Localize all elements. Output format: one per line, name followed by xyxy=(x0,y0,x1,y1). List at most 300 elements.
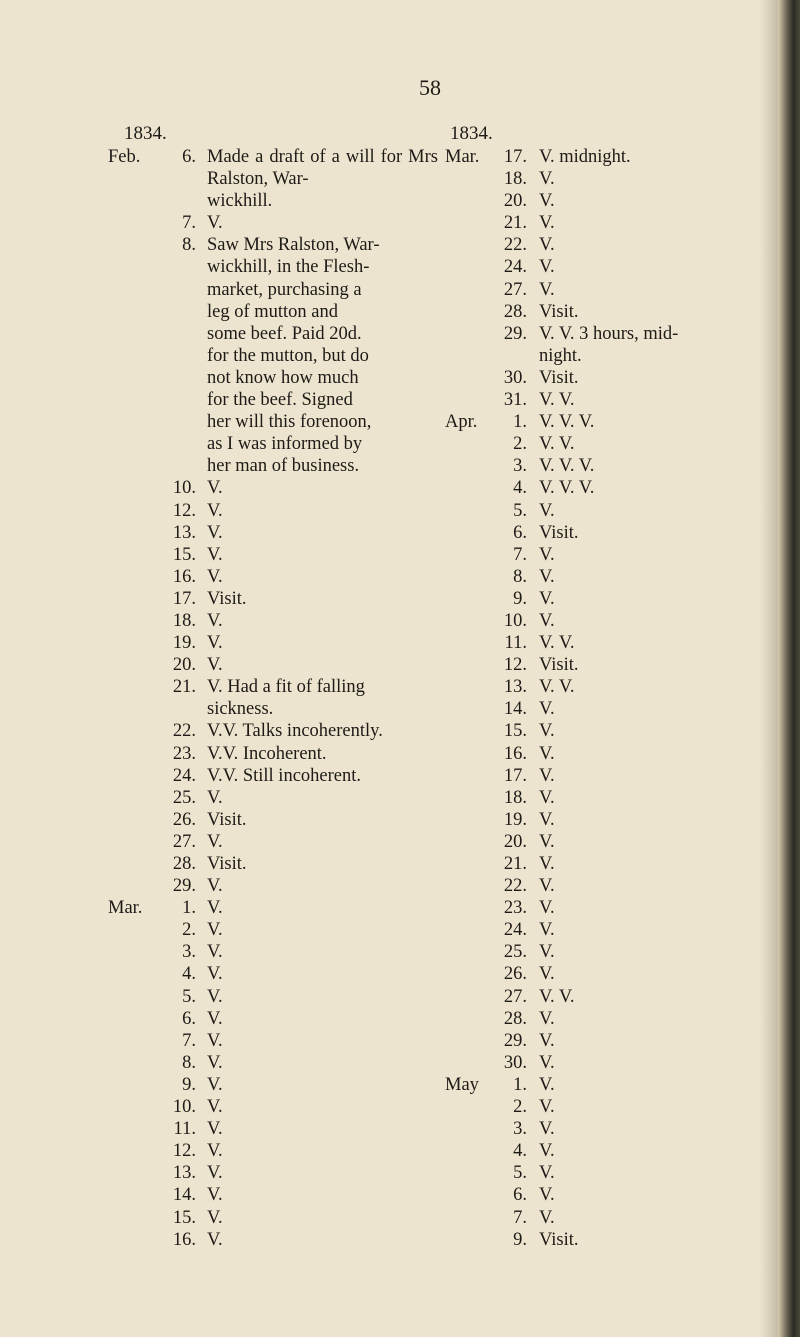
entry-month xyxy=(445,765,489,787)
entry-day: 29. xyxy=(503,1030,527,1051)
entry-month xyxy=(108,588,156,610)
diary-entry xyxy=(445,500,745,522)
diary-entry xyxy=(108,765,438,787)
entry-text: V. V. xyxy=(539,434,575,455)
entry-month xyxy=(108,1030,156,1052)
entry-day: 13. xyxy=(172,522,196,543)
entry-day: 24. xyxy=(172,765,196,786)
entry-text: V. V. V. xyxy=(539,456,595,477)
entry-text: V. xyxy=(539,898,555,919)
entry-month xyxy=(445,986,489,1008)
entry-text: V. xyxy=(539,566,555,587)
entry-text: V. midnight. xyxy=(539,147,631,167)
entry-text: V. xyxy=(207,500,223,521)
entry-day: 8. xyxy=(182,235,196,256)
entry-text: V. xyxy=(207,610,223,631)
entry-text: V.V. Incoherent. xyxy=(207,743,327,764)
entry-month xyxy=(445,919,489,941)
entry-text: V. xyxy=(539,1097,555,1118)
entry-day: 3. xyxy=(513,456,527,477)
diary-entry xyxy=(445,1096,745,1118)
entry-day: 18. xyxy=(172,610,196,631)
entry-text: V. xyxy=(539,588,555,609)
binding-shadow xyxy=(760,0,778,1337)
entry-day: 4. xyxy=(513,1141,527,1162)
entry-month xyxy=(108,1052,156,1074)
diary-entry xyxy=(108,522,438,544)
entry-month xyxy=(445,1096,489,1118)
diary-entry xyxy=(445,1030,745,1052)
entry-day: 8. xyxy=(182,1052,196,1073)
entry-month xyxy=(445,1030,489,1052)
entry-day: 22. xyxy=(503,235,527,256)
entry-day: 28. xyxy=(503,301,527,322)
entry-day: 17. xyxy=(172,588,196,609)
entry-text: V. xyxy=(539,500,555,521)
entry-text: V. xyxy=(207,1141,223,1162)
diary-entry xyxy=(108,720,438,742)
diary-entry xyxy=(445,411,745,433)
entry-text: V. xyxy=(539,1074,555,1095)
entry-text: V. xyxy=(207,655,223,676)
entry-text: V. xyxy=(539,699,555,720)
entry-day: 5. xyxy=(513,1163,527,1184)
entry-text: V. xyxy=(207,986,223,1007)
entry-text: V. xyxy=(207,1207,223,1228)
entry-month xyxy=(445,522,489,544)
entry-month xyxy=(445,698,489,720)
entry-text: Visit. xyxy=(207,854,247,874)
entry-month xyxy=(445,1008,489,1030)
entry-month xyxy=(445,323,489,367)
entry-text: V. V. xyxy=(539,986,575,1007)
entry-text: V. xyxy=(539,1207,555,1228)
entry-month xyxy=(445,1207,489,1229)
right-diary-column xyxy=(445,123,745,1251)
entry-day: 7. xyxy=(182,1030,196,1051)
entry-month xyxy=(108,1008,156,1030)
entry-text: V. xyxy=(207,1052,223,1073)
entry-day: 18. xyxy=(503,787,527,808)
entry-text: V. xyxy=(207,942,223,963)
entry-day: 10. xyxy=(172,478,196,499)
entry-day: 1. xyxy=(513,1074,527,1095)
entry-text: V. V. xyxy=(539,677,575,698)
entry-text: V. xyxy=(207,1229,223,1250)
entry-text: V. xyxy=(207,213,223,234)
diary-entry xyxy=(108,853,438,875)
entry-day: 30. xyxy=(503,1052,527,1073)
diary-entry xyxy=(445,544,745,566)
diary-entry xyxy=(108,566,438,588)
entry-month xyxy=(445,566,489,588)
left-entry-list xyxy=(108,146,438,1251)
entry-day: 28. xyxy=(503,1008,527,1029)
diary-entry xyxy=(445,941,745,963)
entry-text: V. xyxy=(539,1008,555,1029)
entry-month xyxy=(108,941,156,963)
diary-entry xyxy=(445,1229,745,1251)
entry-day: 8. xyxy=(513,566,527,587)
page-number: 58 xyxy=(419,75,441,100)
diary-entry xyxy=(445,809,745,831)
entry-text: V. xyxy=(207,898,223,919)
entry-day: 29. xyxy=(503,323,527,344)
diary-entry xyxy=(445,765,745,787)
diary-entry xyxy=(445,455,745,477)
entry-day: 23. xyxy=(172,743,196,764)
entry-month xyxy=(445,676,489,698)
diary-entry xyxy=(108,1140,438,1162)
diary-entry xyxy=(108,654,438,676)
entry-text: V. xyxy=(207,566,223,587)
entry-day: 13. xyxy=(503,677,527,698)
entry-day: 9. xyxy=(513,1229,527,1250)
entry-month xyxy=(445,1140,489,1162)
entry-text: V. xyxy=(539,721,555,742)
entry-text: V. xyxy=(207,876,223,897)
entry-text: V. xyxy=(539,610,555,631)
entry-day: 9. xyxy=(182,1074,196,1095)
entry-text: V. xyxy=(539,964,555,985)
entry-month xyxy=(108,212,156,234)
entry-text: V. xyxy=(539,213,555,234)
entry-month: Mar. xyxy=(108,898,143,919)
diary-entry xyxy=(108,1030,438,1052)
entry-month xyxy=(108,544,156,566)
entry-day: 3. xyxy=(182,942,196,963)
entry-month xyxy=(445,279,489,301)
diary-entry xyxy=(445,853,745,875)
diary-entry xyxy=(445,698,745,720)
entry-text: V. xyxy=(539,1119,555,1140)
entry-text: V. xyxy=(539,1030,555,1051)
entry-day: 6. xyxy=(182,147,196,167)
entry-month xyxy=(108,919,156,941)
entry-month xyxy=(108,566,156,588)
diary-entry xyxy=(445,897,745,919)
entry-text: Visit. xyxy=(539,367,579,388)
entry-day: 19. xyxy=(172,633,196,654)
entry-text: V. xyxy=(207,1030,223,1051)
entry-month xyxy=(108,1229,156,1251)
entry-text: V. xyxy=(539,1185,555,1206)
diary-entry xyxy=(108,588,438,610)
diary-entry xyxy=(108,1162,438,1184)
diary-entry xyxy=(445,610,745,632)
entry-day: 24. xyxy=(503,257,527,278)
entry-month xyxy=(445,1229,489,1251)
entry-text: Visit. xyxy=(539,1229,579,1250)
entry-day: 22. xyxy=(503,876,527,897)
entry-text: V. V. V. xyxy=(539,412,595,433)
diary-entry xyxy=(108,1184,438,1206)
entry-day: 17. xyxy=(503,147,527,167)
diary-entry xyxy=(445,256,745,278)
entry-month xyxy=(108,743,156,765)
entry-day: 6. xyxy=(513,522,527,543)
entry-month: Apr. xyxy=(445,412,478,433)
diary-entry xyxy=(108,632,438,654)
entry-day: 27. xyxy=(172,831,196,852)
entry-month xyxy=(108,1207,156,1229)
entry-month xyxy=(108,610,156,632)
entry-day: 16. xyxy=(172,566,196,587)
diary-entry xyxy=(108,809,438,831)
diary-entry xyxy=(108,234,438,477)
entry-text: V. xyxy=(207,478,223,499)
diary-entry xyxy=(445,522,745,544)
entry-day: 9. xyxy=(513,588,527,609)
entry-day: 10. xyxy=(503,610,527,631)
entry-text: V. V. xyxy=(539,390,575,411)
entry-text: V. V. xyxy=(539,633,575,654)
entry-text: V. xyxy=(539,876,555,897)
entry-month xyxy=(108,809,156,831)
entry-text: V. xyxy=(207,1185,223,1206)
entry-month xyxy=(445,455,489,477)
entry-day: 25. xyxy=(172,787,196,808)
entry-day: 10. xyxy=(172,1097,196,1118)
entry-day: 5. xyxy=(513,500,527,521)
entry-text: V. V. V. xyxy=(539,478,595,499)
diary-entry xyxy=(108,146,438,212)
entry-day: 15. xyxy=(503,721,527,742)
diary-entry xyxy=(445,1140,745,1162)
entry-text: Saw Mrs Ralston, War- wickhill, in the Flesh- market, purchasing a leg of mutton and some beef. Paid 20d. for the mutton, but do not know how much for the beef. Signed her will this forenoon, as I was informed by her man of business. xyxy=(207,235,380,477)
entry-day: 21. xyxy=(503,854,527,874)
diary-entry xyxy=(445,367,745,389)
entry-text: V. xyxy=(539,191,555,212)
diary-entry xyxy=(445,654,745,676)
entry-month xyxy=(445,941,489,963)
right-entry-list xyxy=(445,146,745,1251)
entry-month xyxy=(445,654,489,676)
diary-entry xyxy=(108,963,438,985)
diary-entry xyxy=(108,1207,438,1229)
diary-entry xyxy=(445,1207,745,1229)
entry-month xyxy=(445,1118,489,1140)
diary-entry xyxy=(445,566,745,588)
diary-entry xyxy=(445,1162,745,1184)
entry-month xyxy=(108,853,156,875)
entry-day: 21. xyxy=(503,213,527,234)
year-heading-left: 1834. xyxy=(124,123,167,144)
entry-month xyxy=(445,477,489,499)
entry-month xyxy=(445,632,489,654)
entry-text: V. xyxy=(539,257,555,278)
diary-entry xyxy=(108,212,438,234)
diary-entry xyxy=(445,986,745,1008)
entry-month xyxy=(108,1184,156,1206)
entry-text: V. xyxy=(539,920,555,941)
diary-entry xyxy=(445,1074,745,1096)
entry-day: 12. xyxy=(172,500,196,521)
entry-day: 12. xyxy=(172,1141,196,1162)
entry-day: 7. xyxy=(513,544,527,565)
entry-day: 5. xyxy=(182,986,196,1007)
entry-day: 13. xyxy=(172,1163,196,1184)
diary-entry xyxy=(108,919,438,941)
entry-day: 18. xyxy=(503,169,527,190)
diary-entry xyxy=(445,212,745,234)
entry-month xyxy=(445,1184,489,1206)
entry-text: V. xyxy=(207,522,223,543)
entry-text: V. xyxy=(539,1141,555,1162)
entry-day: 26. xyxy=(172,809,196,830)
entry-text: V. xyxy=(539,787,555,808)
entry-month xyxy=(445,212,489,234)
entry-text: V. xyxy=(207,1097,223,1118)
entry-month xyxy=(108,1140,156,1162)
entry-text: V. xyxy=(207,964,223,985)
entry-month xyxy=(108,1074,156,1096)
entry-day: 11. xyxy=(173,1119,196,1140)
entry-month xyxy=(445,1052,489,1074)
entry-text: V. xyxy=(207,1119,223,1140)
entry-text: Visit. xyxy=(539,301,579,322)
year-heading-right: 1834. xyxy=(450,123,493,144)
entry-day: 21. xyxy=(172,677,196,698)
entry-day: 2. xyxy=(182,920,196,941)
diary-entry xyxy=(445,787,745,809)
entry-day: 20. xyxy=(172,655,196,676)
entry-month xyxy=(108,234,156,477)
entry-month: Mar. xyxy=(445,147,480,167)
entry-month xyxy=(108,986,156,1008)
diary-entry xyxy=(445,389,745,411)
diary-entry xyxy=(445,875,745,897)
entry-text: V. xyxy=(539,743,555,764)
entry-month xyxy=(445,743,489,765)
diary-entry xyxy=(445,234,745,256)
diary-entry xyxy=(445,588,745,610)
entry-text: V. xyxy=(207,831,223,852)
entry-month xyxy=(108,1096,156,1118)
entry-month xyxy=(108,963,156,985)
diary-entry xyxy=(445,477,745,499)
entry-day: 27. xyxy=(503,986,527,1007)
entry-day: 16. xyxy=(172,1229,196,1250)
entry-text: V. xyxy=(207,1163,223,1184)
entry-day: 1. xyxy=(182,898,196,919)
entry-month xyxy=(108,632,156,654)
diary-entry xyxy=(108,1074,438,1096)
diary-entry xyxy=(108,1052,438,1074)
entry-month: Feb. xyxy=(108,147,141,167)
entry-month xyxy=(445,433,489,455)
diary-entry xyxy=(108,1229,438,1251)
diary-entry xyxy=(445,743,745,765)
entry-month xyxy=(108,500,156,522)
entry-text: V. xyxy=(539,809,555,830)
entry-month xyxy=(445,500,489,522)
entry-day: 4. xyxy=(182,964,196,985)
entry-day: 14. xyxy=(172,1185,196,1206)
entry-month xyxy=(445,367,489,389)
entry-month xyxy=(108,720,156,742)
entry-text: Visit. xyxy=(539,655,579,676)
entry-month xyxy=(108,676,156,720)
book-binding-edge xyxy=(778,0,800,1337)
entry-text: V.V. Talks incoherently. xyxy=(207,721,383,742)
entry-text: V. xyxy=(207,787,223,808)
entry-text: V. xyxy=(539,544,555,565)
entry-day: 28. xyxy=(172,854,196,874)
diary-entry xyxy=(445,323,745,367)
entry-month xyxy=(445,897,489,919)
entry-text: V. xyxy=(539,1163,555,1184)
entry-day: 2. xyxy=(513,434,527,455)
entry-month xyxy=(108,765,156,787)
entry-month xyxy=(445,875,489,897)
diary-entry xyxy=(108,941,438,963)
entry-month: May xyxy=(445,1074,479,1095)
diary-entry xyxy=(445,1118,745,1140)
entry-text: V. xyxy=(207,544,223,565)
diary-entry xyxy=(445,963,745,985)
entry-month xyxy=(108,787,156,809)
entry-text: V. xyxy=(539,854,555,874)
diary-entry xyxy=(445,1008,745,1030)
entry-day: 15. xyxy=(172,544,196,565)
entry-text: V.V. Still incoherent. xyxy=(207,765,361,786)
diary-entry xyxy=(108,610,438,632)
entry-month xyxy=(445,588,489,610)
diary-entry xyxy=(108,477,438,499)
entry-day: 6. xyxy=(182,1008,196,1029)
entry-day: 16. xyxy=(503,743,527,764)
entry-day: 11. xyxy=(504,633,527,654)
entry-month xyxy=(108,831,156,853)
diary-entry xyxy=(445,190,745,212)
diary-entry xyxy=(108,1096,438,1118)
entry-month xyxy=(445,389,489,411)
entry-text: V. xyxy=(539,235,555,256)
entry-month xyxy=(108,477,156,499)
entry-day: 3. xyxy=(513,1119,527,1140)
entry-day: 20. xyxy=(503,831,527,852)
diary-entry xyxy=(445,146,745,168)
entry-month xyxy=(445,720,489,742)
diary-entry xyxy=(108,500,438,522)
entry-month xyxy=(445,853,489,875)
diary-entry xyxy=(108,875,438,897)
entry-day: 17. xyxy=(503,765,527,786)
entry-month xyxy=(108,654,156,676)
left-diary-column xyxy=(108,123,438,1251)
entry-day: 4. xyxy=(513,478,527,499)
entry-text: V. xyxy=(207,633,223,654)
diary-entry xyxy=(108,1008,438,1030)
entry-day: 15. xyxy=(172,1207,196,1228)
diary-entry xyxy=(445,279,745,301)
diary-entry xyxy=(445,720,745,742)
entry-text: Visit. xyxy=(207,588,247,609)
entry-text: V. Had a fit of falling sickness. xyxy=(207,677,365,720)
entry-text: Made a draft of a will for Mrs Ralston, War- wickhill. xyxy=(207,147,438,212)
diary-entry xyxy=(445,301,745,323)
entry-day: 7. xyxy=(513,1207,527,1228)
entry-day: 14. xyxy=(503,699,527,720)
diary-entry xyxy=(108,1118,438,1140)
entry-day: 31. xyxy=(503,390,527,411)
entry-day: 22. xyxy=(172,721,196,742)
diary-entry xyxy=(445,1052,745,1074)
entry-month xyxy=(108,875,156,897)
diary-entry xyxy=(108,676,438,720)
entry-month xyxy=(445,1162,489,1184)
